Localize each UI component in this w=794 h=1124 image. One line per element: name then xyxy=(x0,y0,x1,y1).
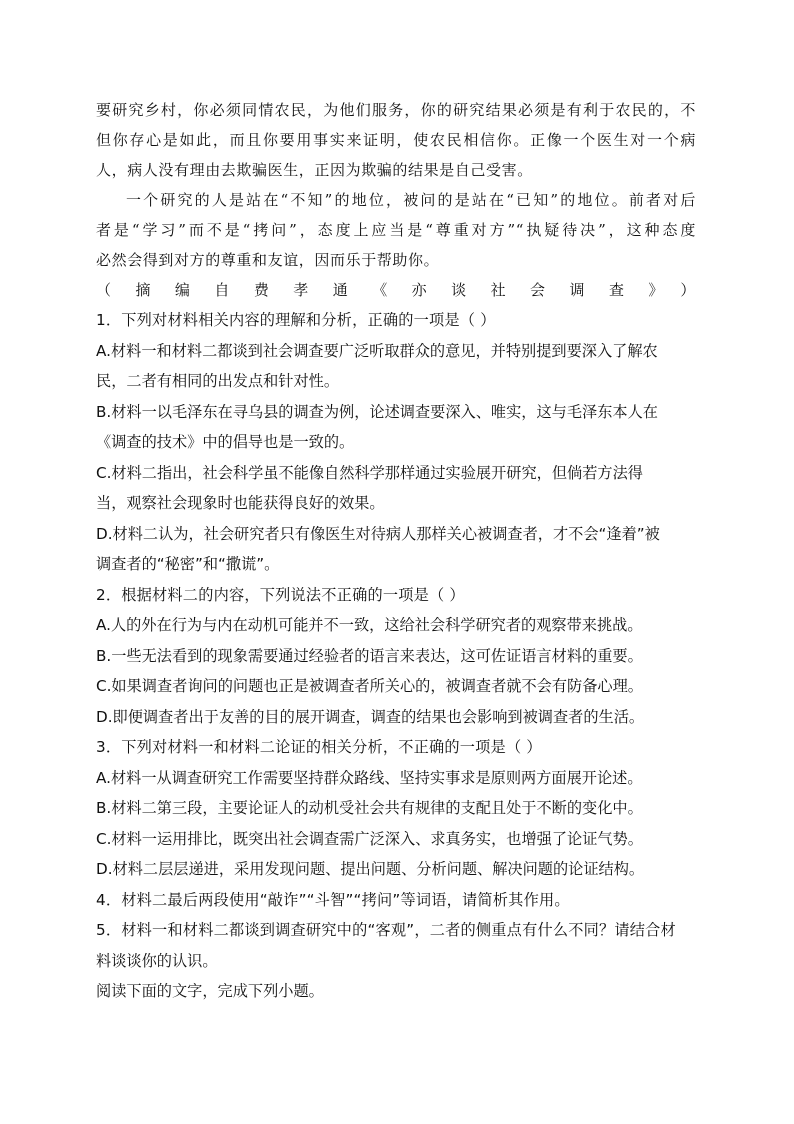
question-2-stem: 2．根据材料二的内容，下列说法不正确的一项是（ ） xyxy=(96,585,465,604)
passage-line: 要研究乡村，你必须同情农民，为他们服务，你的研究结果必须是有利于农民的，不 xyxy=(96,101,696,119)
question-3-option-c: C.材料一运用排比，既突出社会调查需广泛深入、求真务实，也增强了论证气势。 xyxy=(96,829,643,848)
question-2-option-c: C.如果调查者询问的问题也正是被调查者所关心的，被调查者就不会有防备心理。 xyxy=(96,677,643,695)
question-3-option-a: A.材料一从调查研究工作需要坚持群众路线、坚持实事求是原则两方面展开论述。 xyxy=(96,768,643,787)
question-2-option-d: D.即便调查者出于友善的目的展开调查，调查的结果也会影响到被调查者的生活。 xyxy=(96,707,645,726)
question-3-stem: 3．下列对材料一和材料二论证的相关分析，不正确的一项是（ ） xyxy=(96,738,542,756)
passage-line: 一个研究的人是站在“不知”的地位，被问的是站在“已知”的地位。前者对后 xyxy=(126,191,696,209)
question-1-option-d: D.材料二认为，社会研究者只有像医生对待病人那样关心被调查者，才不会“逢着”被 xyxy=(96,524,660,543)
question-3-option-d: D.材料二层层递进，采用发现问题、提出问题、分析问题、解决问题的论证结构。 xyxy=(96,860,645,878)
source-citation: （摘编自费孝通《亦谈社会调查》） xyxy=(96,281,696,299)
question-1-option-c-cont: 当，观察社会现象时也能获得良好的效果。 xyxy=(96,494,385,512)
question-1-option-b-cont: 《调查的技术》中的倡导也是一致的。 xyxy=(96,433,355,451)
question-1-stem: 1．下列对材料相关内容的理解和分析，正确的一项是（ ） xyxy=(96,311,496,329)
question-1-option-b: B.材料一以毛泽东在寻乌县的调查为例，论述调查要深入、唯实，这与毛泽东本人在 xyxy=(96,402,658,421)
question-1-option-a: A.材料一和材料二都谈到社会调查要广泛听取群众的意见，并特别提到要深入了解农 xyxy=(96,341,658,360)
material-passage xyxy=(96,95,696,305)
question-3-option-b: B.材料二第三段，主要论证人的动机受社会共有规律的支配且处于不断的变化中。 xyxy=(96,799,643,817)
question-4-stem: 4．材料二最后两段使用“敲诈”“斗智”“拷问”等词语，请简析其作用。 xyxy=(96,890,570,909)
passage-line: 但你存心是如此，而且你要用事实来证明，使农民相信你。正像一个医生对一个病 xyxy=(96,131,696,149)
question-2-option-a: A.人的外在行为与内在动机可能并不一致，这给社会科学研究者的观察带来挑战。 xyxy=(96,616,643,634)
question-1-option-c: C.材料二指出，社会科学虽不能像自然科学那样通过实验展开研究，但倘若方法得 xyxy=(96,463,643,482)
question-2-option-b: B.一些无法看到的现象需要通过经验者的语言来表达，这可佐证语言材料的重要。 xyxy=(96,646,643,665)
passage-line: 者是“学习”而不是“拷问”，态度上应当是“尊重对方”“执疑待决”，这种态度 xyxy=(96,221,696,239)
document-page xyxy=(96,95,696,1007)
reading-instruction: 阅读下面的文字，完成下列小题。 xyxy=(96,982,324,1000)
question-5-stem: 5．材料一和材料二都谈到调查研究中的“客观”，二者的侧重点有什么不同？请结合材 xyxy=(96,921,676,939)
question-1-option-d-cont: 调查者的“秘密”和“撒谎”。 xyxy=(96,555,280,573)
question-1-option-a-cont: 民，二者有相同的出发点和针对性。 xyxy=(96,372,339,390)
question-section xyxy=(96,305,696,1007)
passage-line: 人，病人没有理由去欺骗医生，正因为欺骗的结果是自己受害。 xyxy=(96,161,533,179)
passage-line: 必然会得到对方的尊重和友谊，因而乐于帮助你。 xyxy=(96,251,440,269)
question-5-stem-cont: 料谈谈你的认识。 xyxy=(96,951,218,970)
